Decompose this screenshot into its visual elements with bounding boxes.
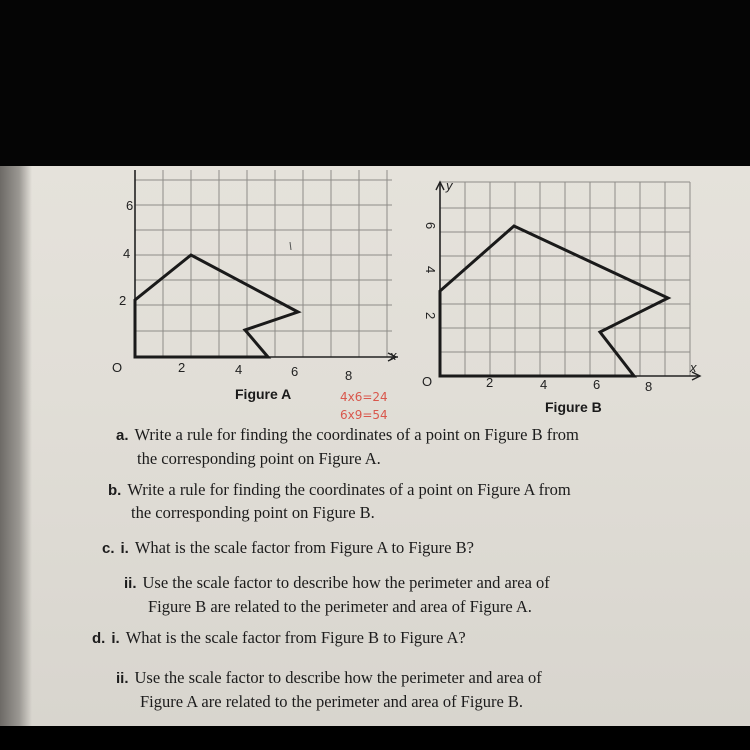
question-c-ii-label: ii. [124,575,137,592]
question-a-label: a. [116,427,129,444]
figure-b-y-tick: 4 [423,266,438,274]
question-c-i [102,538,474,559]
figure-b-y-axis-label: y [446,178,453,193]
question-a [116,425,579,446]
figure-a-x-tick: 2 [178,360,186,375]
question-d-i-text: What is the scale factor from Figure B to Figure A? [125,628,466,647]
figure-b-y-tick: 2 [423,312,438,320]
question-d-ii [116,668,542,689]
question-c-i-text: What is the scale factor from Figure A to Figure B? [134,538,474,557]
figure-a-y-tick: 6 [126,198,134,213]
question-c-ii [124,573,550,594]
question-d-ii-continued: Figure A are related to the perimeter and area of Figure B. [140,692,524,711]
question-b [108,480,571,501]
figure-b-y-tick: 6 [423,222,438,230]
figure-b-grid [440,182,690,376]
question-c-label: c. [102,540,115,557]
question-c-i-label: i. [120,540,129,557]
figure-a-x-axis-label: x [390,348,397,363]
handwritten-note: 6x9=54 [340,408,388,422]
pencil-mark [290,242,291,250]
figure-a-x-tick: 6 [291,364,299,379]
figure-b-x-axis-label: x [690,360,697,375]
figure-b-x-tick: 6 [593,377,601,392]
figure-b-label: Figure B [545,399,602,415]
question-b-continued: the corresponding point on Figure B. [131,503,375,522]
figure-a-grid [135,170,392,357]
figure-a-x-tick: 8 [345,368,353,383]
question-d-i-label: i. [111,630,120,647]
question-b-text: Write a rule for finding the coordinates of a point on Figure A from [127,480,571,499]
handwritten-note: 4x6=24 [340,390,388,404]
question-a-continued: the corresponding point on Figure A. [137,449,381,468]
question-d-ii-label: ii. [116,670,129,687]
figure-b-origin: O [422,374,433,389]
question-b-label: b. [108,482,122,499]
question-c-ii-text: Use the scale factor to describe how the perimeter and area of [142,573,550,592]
figure-b-shape [440,226,668,376]
figure-a-origin: O [112,360,123,375]
figure-b-x-tick: 2 [486,375,494,390]
figure-a-label: Figure A [235,386,292,402]
figure-b-x-tick: 8 [645,379,653,394]
figure-a-y-tick: 2 [119,293,127,308]
question-d-label: d. [92,630,106,647]
question-a-text: Write a rule for finding the coordinates of a point on Figure B from [134,425,579,444]
question-d-i [92,628,466,649]
question-d-ii-text: Use the scale factor to describe how the perimeter and area of [134,668,542,687]
question-c-ii-continued: Figure B are related to the perimeter and area of Figure A. [148,597,532,616]
figure-a-x-tick: 4 [235,362,243,377]
figure-a-y-tick: 4 [123,246,131,261]
figure-a-shape [135,255,298,357]
figure-b-x-tick: 4 [540,377,548,392]
